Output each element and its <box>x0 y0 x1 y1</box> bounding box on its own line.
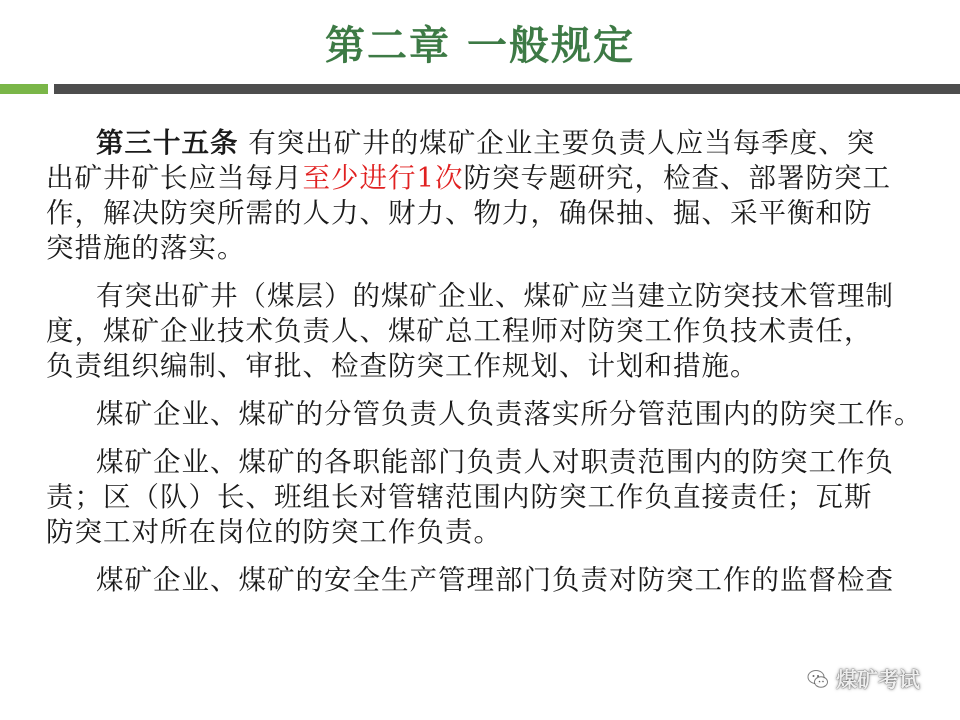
text-line: 煤矿企业、煤矿的分管负责人负责落实所分管范围内的防突工作。 <box>96 398 923 430</box>
body-paragraph <box>46 279 926 384</box>
line-text: 防突专题研究，检查、部署防突工 <box>463 162 891 194</box>
line-text: 有突出矿井的煤矿企业主要负责人应当每季度、突 <box>238 127 876 159</box>
body-paragraph <box>46 563 926 598</box>
text-line: 煤矿企业、煤矿的安全生产管理部门负责对防突工作的监督检查 <box>96 564 894 596</box>
text-line: 煤矿企业、煤矿的各职能部门负责人对职责范围内的防突工作负 <box>96 446 894 478</box>
slide-body <box>46 126 926 611</box>
text-line: 度，煤矿企业技术负责人、煤矿总工程师对防突工作负技术责任， <box>46 315 873 347</box>
text-line <box>46 126 926 161</box>
text-line: 防突工对所在岗位的防突工作负责。 <box>46 516 502 548</box>
line-text: 出矿井矿长应当每月 <box>46 162 303 194</box>
text-line: 有突出矿井（煤层）的煤矿企业、煤矿应当建立防突技术管理制 <box>96 280 894 312</box>
text-line <box>46 161 926 196</box>
text-line: 作，解决防突所需的人力、财力、物力，确保抽、掘、采平衡和防 <box>46 197 873 229</box>
slide-title: 第二章 一般规定 <box>325 22 635 69</box>
article-number: 第三十五条 <box>96 127 239 159</box>
body-paragraph <box>46 445 926 550</box>
text-line: 突措施的落实。 <box>46 232 246 264</box>
text-line: 负责组织编制、审批、检查防突工作规划、计划和措施。 <box>46 350 759 382</box>
watermark-text: 煤矿考试 <box>836 668 920 692</box>
wechat-icon <box>806 667 830 691</box>
article-paragraph <box>46 126 926 266</box>
body-paragraph <box>46 397 926 432</box>
watermark <box>806 664 920 694</box>
title-underline-accent <box>0 84 48 94</box>
highlighted-text: 至少进行1次 <box>302 162 464 194</box>
title-underline-bar <box>54 84 960 94</box>
text-line: 责；区（队）长、班组长对管辖范围内防突工作负直接责任；瓦斯 <box>46 481 873 513</box>
